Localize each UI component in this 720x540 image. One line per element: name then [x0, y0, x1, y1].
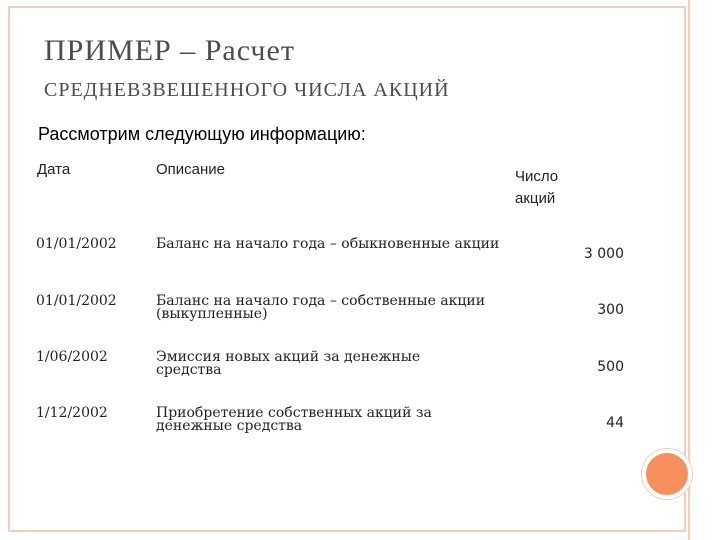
header-shares-line1: Число: [515, 168, 559, 185]
row-1-description: Баланс на начало года – обыкновенные акции: [156, 236, 500, 252]
row-3-shares: 500: [597, 359, 624, 375]
row-3-description: Эмиссия новых акций за денежные средства: [156, 349, 421, 378]
row-3-date: 1/06/2002: [36, 349, 108, 365]
header-shares-line2: акций: [515, 190, 556, 207]
decorative-circle-icon: [642, 449, 692, 499]
row-2-shares: 300: [597, 302, 624, 318]
row-4-date: 1/12/2002: [36, 405, 108, 421]
header-description: Описание: [156, 161, 226, 178]
slide-title: [44, 30, 450, 104]
row-4-description: Приобретение собственных акций за денежные средства: [156, 405, 432, 434]
row-1-date: 01/01/2002: [36, 236, 117, 252]
slide-frame-edge: [688, 0, 690, 540]
row-2-date: 01/01/2002: [36, 293, 117, 309]
header-date: Дата: [37, 161, 71, 178]
title-line-1: ПРИМЕР – Расчет: [44, 34, 295, 67]
title-line-2: СРЕДНЕВЗВЕШЕННОГО ЧИСЛА АКЦИЙ: [44, 79, 450, 101]
row-4-shares: 44: [606, 415, 624, 431]
row-2-description: Баланс на начало года – собственные акции (выкупленные): [156, 293, 486, 322]
intro-text: Рассмотрим следующую информацию:: [38, 124, 366, 144]
row-1-shares: 3 000: [583, 246, 624, 262]
